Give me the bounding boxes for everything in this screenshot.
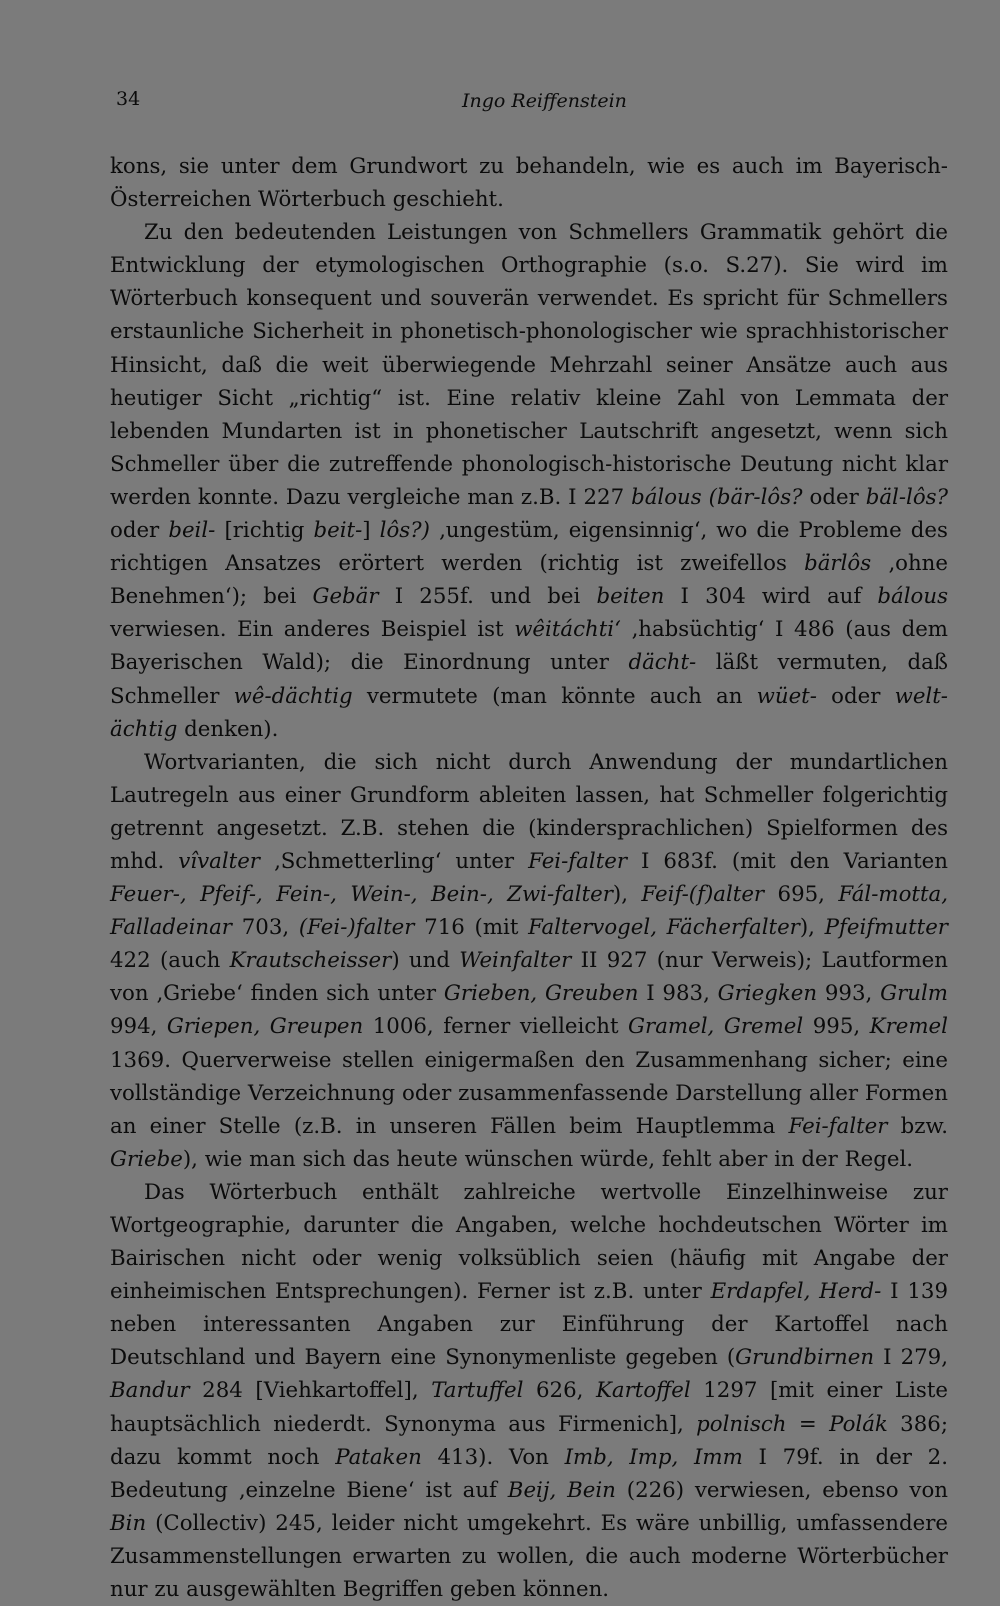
lemma-italic: Bandur bbox=[110, 1378, 190, 1404]
text-run: läßt vermuten, daß Schmeller bbox=[110, 650, 948, 709]
paragraph-3 bbox=[110, 746, 948, 1176]
lemma-italic: wê-dächtig bbox=[233, 683, 353, 709]
text-run: 413). Von bbox=[421, 1444, 565, 1470]
text-run: I 683f. (mit den Varianten bbox=[627, 848, 948, 874]
lemma-italic: Gebär bbox=[312, 584, 379, 610]
text-run: I 279, bbox=[874, 1345, 948, 1371]
text-run: (Collectiv) 245, leider nicht umgekehrt. Es wäre unbillig, umfassendere Zusammenstellungen erwarten zu wollen, die auch moderne Wörterbücher nur zu ausgewählten Begriffen geben können. bbox=[110, 1510, 948, 1603]
text-run: kons, sie unter dem Grundwort zu behandeln, wie es auch im Bayerisch-Österreichen Wörterbuch geschieht. bbox=[110, 154, 948, 213]
text-run: ] bbox=[362, 518, 380, 544]
text-run: Das Wörterbuch enthält zahlreiche wertvolle Einzelhinweise zur Wortgeographie, darunter die Angaben, welche hochdeutschen Wörter im Bairischen nicht oder wenig volksüblich seien (häufig mit Angabe der einheimischen Entsprechungen). Ferner ist z.B. unter bbox=[110, 1179, 948, 1305]
text-run: oder bbox=[802, 484, 866, 510]
text-run: 1006, ferner vielleicht bbox=[363, 1014, 629, 1040]
text-run: ), bbox=[612, 882, 642, 908]
lemma-italic: vîvalter bbox=[178, 848, 260, 874]
text-run: 1297 [mit einer Liste hauptsächlich niederdt. Synonyma aus Firmenich], bbox=[110, 1378, 948, 1437]
lemma-italic: welt-ächtig bbox=[110, 683, 948, 742]
text-run: ‚habsüchtig‘ I 486 (aus dem Bayerischen Wald); die Einordnung unter bbox=[110, 617, 949, 676]
text-run: 993, bbox=[817, 981, 881, 1007]
text-run: 386; dazu kommt noch bbox=[110, 1411, 949, 1470]
lemma-italic: wêitáchti‘ bbox=[514, 617, 621, 643]
text-run: I 79f. in der 2. Bedeutung ‚einzelne Biene‘ ist auf bbox=[110, 1444, 948, 1503]
text-run: (226) verwiesen, ebenso von bbox=[615, 1477, 948, 1503]
text-run: oder bbox=[110, 518, 169, 544]
lemma-italic: Griepen, Greupen bbox=[166, 1014, 364, 1040]
text-run: Zu den bedeutenden Leistungen von Schmellers Grammatik gehört die Entwicklung der etymologischen Orthographie (s.o. S.27). Sie wird im Wörterbuch konsequent und souverän verwendet. Es spricht für Schmellers erstaunliche Sicherheit in phonetisch-phonologischer wie sprachhistorischer Hinsicht, daß die weit überwiegende Mehrzahl seiner Ansätze auch aus heutiger Sicht „richtig“ ist. Eine relativ kleine Zahl von Lemmata der lebenden Mundarten ist in phonetischer Lautschrift angesetzt, wenn sich Schmeller über die zutreffende phonologisch-historische Deutung nicht klar werden konnte. Dazu vergleiche man z.B. I 227 bbox=[110, 220, 948, 510]
lemma-italic: Fál-motta, Falladeinar bbox=[110, 882, 949, 941]
running-head-author: Ingo Reiffenstein bbox=[462, 90, 627, 112]
text-run: 703, bbox=[232, 915, 299, 941]
lemma-italic: Bin bbox=[110, 1510, 147, 1536]
lemma-italic: polnisch = Polák bbox=[696, 1411, 888, 1437]
lemma-italic: Feuer-, Pfeif-, Fein-, Wein-, Bein-, Zwi-falter bbox=[110, 882, 613, 908]
lemma-italic: bálous (bär-lôs? bbox=[631, 484, 803, 510]
lemma-italic: beiten bbox=[596, 584, 665, 610]
lemma-italic: Pataken bbox=[335, 1444, 422, 1470]
text-run: 626, bbox=[523, 1378, 596, 1404]
text-run: ) und bbox=[391, 948, 460, 974]
body-text bbox=[110, 150, 948, 1606]
text-run: [richtig bbox=[215, 518, 314, 544]
lemma-italic: bäl-lôs? bbox=[865, 484, 949, 510]
lemma-italic: dächt- bbox=[628, 650, 697, 676]
text-run: bzw. bbox=[887, 1113, 948, 1139]
lemma-italic: Griebe bbox=[110, 1146, 183, 1172]
paragraph-2 bbox=[110, 216, 948, 746]
text-run: 1369. Querverweise stellen einigermaßen den Zusammenhang sicher; eine vollständige Verzeichnung oder zusammenfassende Darstellung aller Formen an einer Stelle (z.B. in unseren Fällen beim Hauptlemma bbox=[110, 1047, 948, 1139]
text-run: II 927 (nur Verweis); Lautformen von ‚Griebe‘ finden sich unter bbox=[110, 948, 948, 1007]
text-run: ‚ohne Benehmen‘); bei bbox=[110, 551, 948, 610]
lemma-italic: Grulm bbox=[880, 981, 948, 1007]
lemma-italic: Kremel bbox=[869, 1014, 948, 1040]
lemma-italic: Feif-(f)alter bbox=[641, 882, 765, 908]
lemma-italic: Gramel, Gremel bbox=[628, 1014, 804, 1040]
text-run: 422 (auch bbox=[110, 948, 230, 974]
text-run: 695, bbox=[764, 882, 839, 908]
text-run: 716 (mit bbox=[414, 915, 529, 941]
lemma-italic: Fei-falter bbox=[788, 1113, 888, 1139]
text-run: 995, bbox=[803, 1014, 870, 1040]
text-run: 994, bbox=[110, 1014, 167, 1040]
text-run: I 139 neben interessanten Angaben zur Einführung der Kartoffel nach Deutschland und Bayern eine Synonymenliste gegeben ( bbox=[110, 1279, 948, 1371]
text-run: verwiesen. Ein anderes Beispiel ist bbox=[110, 617, 515, 643]
text-run: I 255f. und bei bbox=[378, 584, 597, 610]
lemma-italic: Faltervogel, Fächerfalter bbox=[528, 915, 800, 941]
lemma-italic: Erdapfel, Herd- bbox=[710, 1279, 882, 1305]
text-run: vermutete (man könnte auch an bbox=[352, 683, 757, 709]
lemma-italic: (Fei-)falter bbox=[298, 915, 415, 941]
lemma-italic: Weinfalter bbox=[459, 948, 572, 974]
text-run: denken). bbox=[177, 716, 279, 742]
lemma-italic: beil- bbox=[168, 518, 216, 544]
lemma-italic: lôs?) bbox=[379, 518, 430, 544]
lemma-italic: Beij, Bein bbox=[507, 1477, 616, 1503]
text-run: ‚ungestüm, eigensinnig‘, wo die Probleme des richtigen Ansatzes erörtert werden (richtig ist zweifellos bbox=[110, 518, 948, 577]
lemma-italic: Krautscheisser bbox=[229, 948, 392, 974]
lemma-italic: Imb, Imp, Imm bbox=[564, 1444, 743, 1470]
lemma-italic: Kartoffel bbox=[595, 1378, 691, 1404]
lemma-italic: wüet- bbox=[756, 683, 817, 709]
lemma-italic: Pfeifmutter bbox=[824, 915, 948, 941]
lemma-italic: Tartuffel bbox=[431, 1378, 524, 1404]
text-run: I 304 wird auf bbox=[664, 584, 878, 610]
lemma-italic: Fei-falter bbox=[528, 848, 628, 874]
text-run: I 983, bbox=[638, 981, 718, 1007]
lemma-italic: bärlôs bbox=[804, 551, 872, 577]
text-run: oder bbox=[816, 683, 895, 709]
lemma-italic: beit- bbox=[313, 518, 363, 544]
text-run: Wortvarianten, die sich nicht durch Anwendung der mundartlichen Lautregeln aus einer Grundform ableiten lassen, hat Schmeller folgerichtig getrennt angesetzt. Z.B. stehen die (kindersprachlichen) Spielformen des mhd. bbox=[110, 749, 948, 874]
lemma-italic: Griegken bbox=[717, 981, 818, 1007]
paragraph-1 bbox=[110, 150, 948, 216]
lemma-italic: bálous bbox=[877, 584, 949, 610]
text-run: ), bbox=[799, 915, 825, 941]
lemma-italic: Grieben, Greuben bbox=[443, 981, 639, 1007]
lemma-italic: Grundbirnen bbox=[735, 1345, 875, 1371]
text-run: ‚Schmetterling‘ unter bbox=[260, 848, 529, 874]
text-run: ), wie man sich das heute wünschen würde, fehlt aber in der Regel. bbox=[182, 1146, 914, 1172]
page-number: 34 bbox=[116, 88, 141, 110]
paragraph-4 bbox=[110, 1176, 948, 1606]
text-run: 284 [Viehkartoffel], bbox=[189, 1378, 432, 1404]
